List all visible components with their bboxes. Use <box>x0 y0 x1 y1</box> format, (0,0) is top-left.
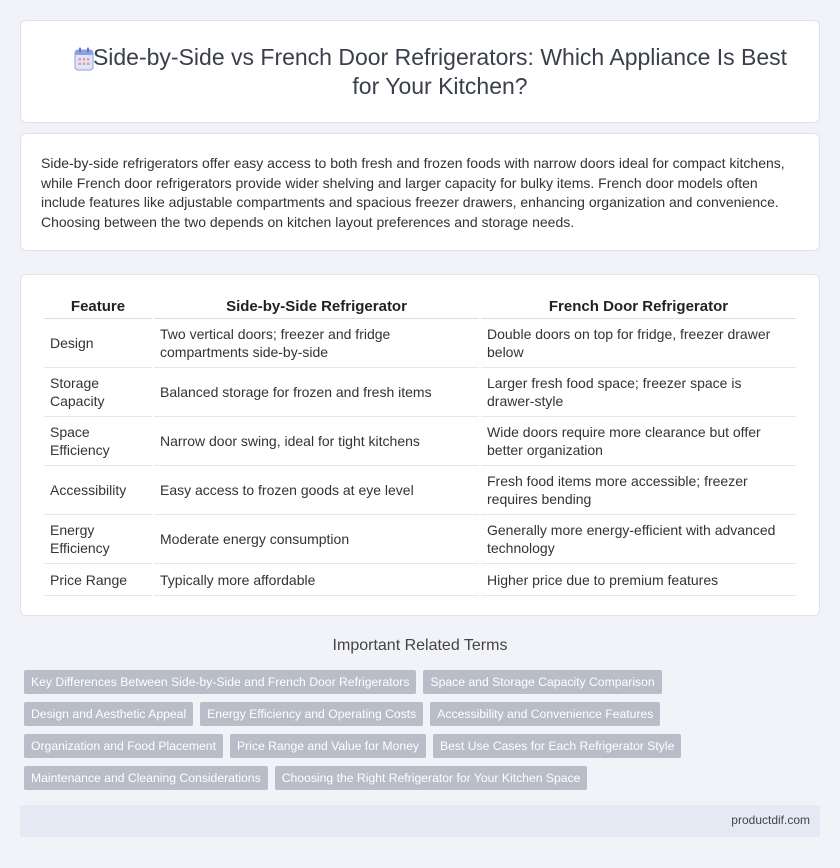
summary-card <box>20 133 820 251</box>
header-french-door: French Door Refrigerator <box>481 296 796 319</box>
related-term-tag[interactable]: Accessibility and Convenience Features <box>430 702 660 726</box>
side-by-side-cell: Balanced storage for frozen and fresh items <box>154 368 479 417</box>
related-term-tag[interactable]: Choosing the Right Refrigerator for Your Kitchen Space <box>275 766 588 790</box>
table-header-row <box>44 296 796 319</box>
french-door-cell: Larger fresh food space; freezer space is drawer-style <box>481 368 796 417</box>
feature-cell: Price Range <box>44 564 152 596</box>
feature-cell: Design <box>44 319 152 368</box>
feature-cell: Energy Efficiency <box>44 515 152 564</box>
feature-cell: Accessibility <box>44 466 152 515</box>
side-by-side-cell: Typically more affordable <box>154 564 479 596</box>
table-row <box>44 417 796 466</box>
footer-site-link[interactable]: productdif.com <box>731 813 810 827</box>
table-row <box>44 466 796 515</box>
related-terms-heading: Important Related Terms <box>332 637 508 654</box>
side-by-side-cell: Easy access to frozen goods at eye level <box>154 466 479 515</box>
table-row <box>44 564 796 596</box>
related-term-tag[interactable]: Organization and Food Placement <box>24 734 223 758</box>
related-terms-list <box>24 670 824 790</box>
side-by-side-cell: Narrow door swing, ideal for tight kitchens <box>154 417 479 466</box>
title-card <box>20 20 820 123</box>
related-term-tag[interactable]: Best Use Cases for Each Refrigerator Style <box>433 734 681 758</box>
table-row <box>44 319 796 368</box>
related-term-tag[interactable]: Maintenance and Cleaning Considerations <box>24 766 268 790</box>
related-term-tag[interactable]: Space and Storage Capacity Comparison <box>423 670 661 694</box>
header-feature: Feature <box>44 296 152 319</box>
footer-bar <box>20 805 820 837</box>
related-term-tag[interactable]: Key Differences Between Side-by-Side and French Door Refrigerators <box>24 670 416 694</box>
feature-cell: Storage Capacity <box>44 368 152 417</box>
page-title: Side-by-Side vs French Door Refrigerators: Which Appliance Is Best for Your Kitchen? <box>92 44 788 99</box>
summary-text: Side-by-side refrigerators offer easy access to both fresh and frozen foods with narrow doors ideal for compact kitchens, while French door refrigerators provide wider shelving and larger capacity for bulky items. French door models often include features like adjustable compartments and spacious freezer drawers, enhancing organization and convenience. Choosing between the two depends on kitchen layout preferences and storage needs. <box>41 155 785 230</box>
table-row <box>44 515 796 564</box>
side-by-side-cell: Two vertical doors; freezer and fridge compartments side-by-side <box>154 319 479 368</box>
french-door-cell: Wide doors require more clearance but offer better organization <box>481 417 796 466</box>
french-door-cell: Generally more energy-efficient with advanced technology <box>481 515 796 564</box>
related-term-tag[interactable]: Design and Aesthetic Appeal <box>24 702 193 726</box>
related-term-tag[interactable]: Energy Efficiency and Operating Costs <box>200 702 423 726</box>
comparison-table <box>42 296 798 596</box>
side-by-side-cell: Moderate energy consumption <box>154 515 479 564</box>
related-term-tag[interactable]: Price Range and Value for Money <box>230 734 426 758</box>
feature-cell: Space Efficiency <box>44 417 152 466</box>
french-door-cell: Fresh food items more accessible; freezer requires bending <box>481 466 796 515</box>
comparison-card <box>20 274 820 616</box>
header-side-by-side: Side-by-Side Refrigerator <box>154 296 479 319</box>
french-door-cell: Double doors on top for fridge, freezer drawer below <box>481 319 796 368</box>
french-door-cell: Higher price due to premium features <box>481 564 796 596</box>
table-row <box>44 368 796 417</box>
